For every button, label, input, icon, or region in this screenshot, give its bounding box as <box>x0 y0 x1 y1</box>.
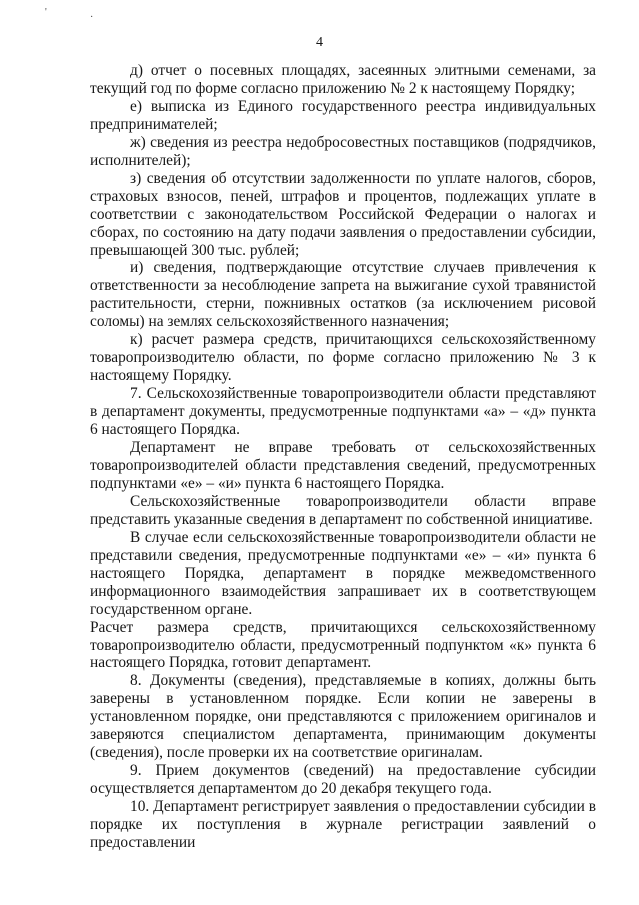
paragraph-subitem-i: и) сведения, подтверждающие отсутствие случаев привлечения к ответственности за несоблюдение запрета на выжигание сухой травянистой растительности, стерни, пожнивных остатков (за исключением рисовой соломы) на землях сельскохозяйственного назначения; <box>90 259 596 331</box>
paragraph-subitem-zh: ж) сведения из реестра недобросовестных поставщиков (подрядчиков, исполнителей); <box>90 133 596 169</box>
page-number: 4 <box>316 35 323 50</box>
paragraph-clause-7-5: Расчет размера средств, причитающихся сельскохозяйственному товаропроизводителю области, предусмотренный подпунктом «к» пункта 6 настоящего Порядка, готовит департамент. <box>90 618 596 672</box>
paragraph-clause-7-3: Сельскохозяйственные товаропроизводители области вправе представить указанные сведения в департамент по собственной инициативе. <box>90 492 596 528</box>
paragraph-clause-7-4: В случае если сельскохозяйственные товаропроизводители области не представили сведения, предусмотренные подпунктами «е» – «и» пункта 6 настоящего Порядка, департамент в порядке межведомственного информационного взаимодействия запрашивает их в соответствующем государственном органе. <box>90 528 596 618</box>
paragraph-subitem-k: к) расчет размера средств, причитающихся сельскохозяйственному товаропроизводителю области, по форме согласно приложению № 3 к настоящему Порядку. <box>90 331 596 385</box>
paragraph-clause-10: 10. Департамент регистрирует заявления о предоставлении субсидии в порядке их поступления в журнале регистрации заявлений о предоставлении <box>90 798 596 851</box>
paragraph-subitem-e: е) выписка из Единого государственного реестра индивидуальных предпринимателей; <box>90 97 596 133</box>
paragraph-clause-9: 9. Прием документов (сведений) на предоставление субсидии осуществляется департаментом до 20 декабря текущего года. <box>90 762 596 798</box>
scan-speck: · <box>90 12 94 23</box>
document-body <box>90 62 596 852</box>
scan-speck: ' <box>45 7 47 18</box>
paragraph-clause-8: 8. Документы (сведения), представляемые в копиях, должны быть заверены в установленном порядке. Если копии не заверены в установленном порядке, они представляются с приложением оригиналов и заверяются специалистом департамента, принимающим документы (сведения), после проверки их на соответствие оригиналам. <box>90 672 596 762</box>
paragraph-subitem-z: з) сведения об отсутствии задолженности по уплате налогов, сборов, страховых взносов, пеней, штрафов и процентов, подлежащих уплате в соответствии с законодательством Российской Федерации о налогах и сборах, по состоянию на дату подачи заявления о предоставлении субсидии, превышающей 300 тыс. рублей; <box>90 169 596 259</box>
paragraph-subitem-d: д) отчет о посевных площадях, засеянных элитными семенами, за текущий год по форме согласно приложению № 2 к настоящему Порядку; <box>90 62 596 97</box>
paragraph-clause-7: 7. Сельскохозяйственные товаропроизводители области представляют в департамент документы, предусмотренные подпунктами «а» – «д» пункта 6 настоящего Порядка. <box>90 385 596 439</box>
paragraph-clause-7-2: Департамент не вправе требовать от сельскохозяйственных товаропроизводителей области представления сведений, предусмотренных подпунктами «е» – «и» пункта 6 настоящего Порядка. <box>90 439 596 492</box>
